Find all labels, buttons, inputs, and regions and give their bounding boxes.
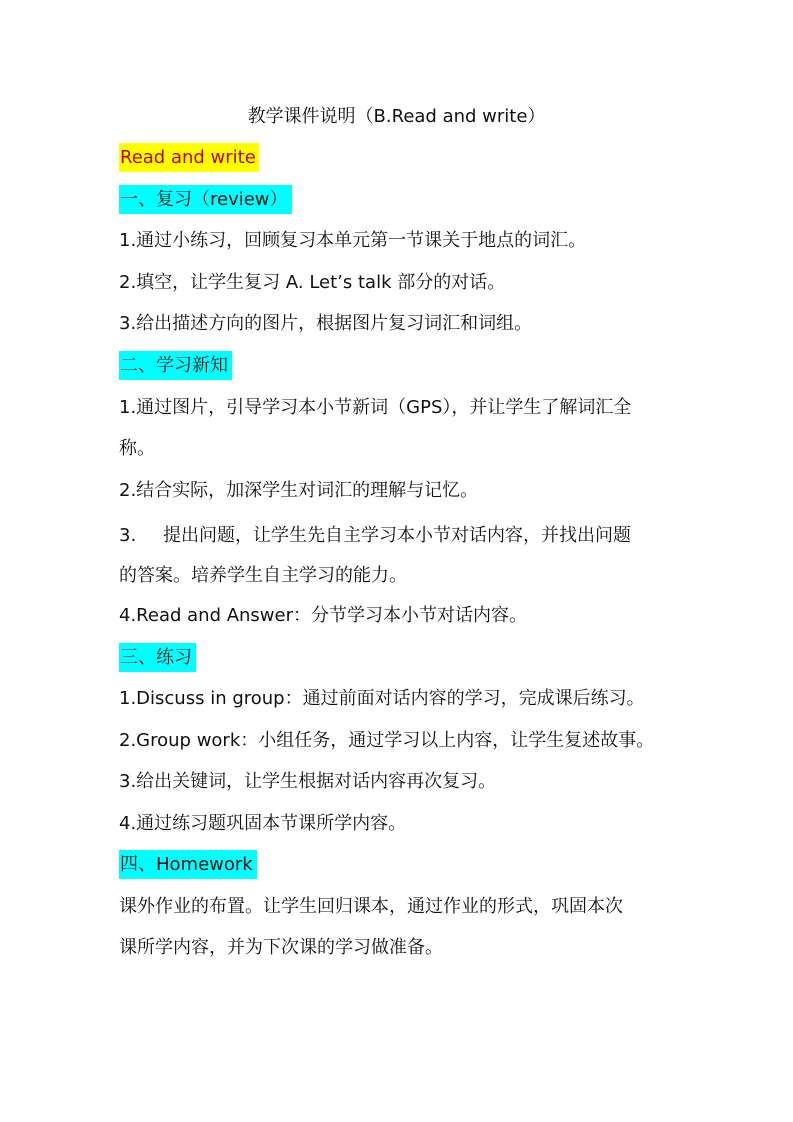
list-item-number: 3. bbox=[119, 525, 137, 546]
list-item bbox=[119, 524, 631, 548]
list-item: 4.Read and Answer：分节学习本小节对话内容。 bbox=[119, 605, 528, 626]
paragraph-line: 课所学内容，并为下次课的学习做准备。 bbox=[119, 937, 443, 958]
list-item: 1.通过小练习，回顾复习本单元第一节课关于地点的词汇。 bbox=[119, 230, 587, 251]
list-item: 2.填空，让学生复习 A. Let’s talk 部分的对话。 bbox=[119, 272, 506, 293]
section-heading-new-knowledge bbox=[119, 354, 232, 378]
section-heading-highlight: 一、复习（review） bbox=[119, 185, 292, 214]
list-item: 1.Discuss in group：通过前面对话内容的学习，完成课后练习。 bbox=[119, 688, 645, 709]
document-title: 教学课件说明（B.Read and write） bbox=[247, 106, 546, 127]
section-heading-review bbox=[119, 188, 292, 212]
section-heading-highlight: 三、练习 bbox=[119, 643, 196, 672]
section-heading-homework bbox=[119, 853, 257, 877]
list-item-continuation: 称。 bbox=[119, 438, 155, 459]
subtitle-highlight: Read and write bbox=[119, 143, 259, 172]
list-item: 2.结合实际，加深学生对词汇的理解与记忆。 bbox=[119, 480, 479, 501]
list-item: 1.通过图片，引导学习本小节新词（GPS），并让学生了解词汇全 bbox=[119, 397, 632, 418]
subtitle bbox=[119, 146, 259, 170]
list-item-text: 提出问题，让学生先自主学习本小节对话内容，并找出问题 bbox=[163, 525, 631, 546]
paragraph-line: 课外作业的布置。让学生回归课本，通过作业的形式，巩固本次 bbox=[119, 896, 623, 917]
list-item: 3.给出描述方向的图片，根据图片复习词汇和词组。 bbox=[119, 313, 533, 334]
list-item: 3.给出关键词，让学生根据对话内容再次复习。 bbox=[119, 771, 497, 792]
section-heading-highlight: 四、Homework bbox=[119, 850, 257, 879]
list-item-continuation: 的答案。培养学生自主学习的能力。 bbox=[119, 565, 407, 586]
list-item: 4.通过练习题巩固本节课所学内容。 bbox=[119, 813, 407, 834]
section-heading-highlight: 二、学习新知 bbox=[119, 351, 232, 380]
section-heading-practice bbox=[119, 646, 196, 670]
list-item: 2.Group work：小组任务，通过学习以上内容，让学生复述故事。 bbox=[119, 730, 655, 751]
